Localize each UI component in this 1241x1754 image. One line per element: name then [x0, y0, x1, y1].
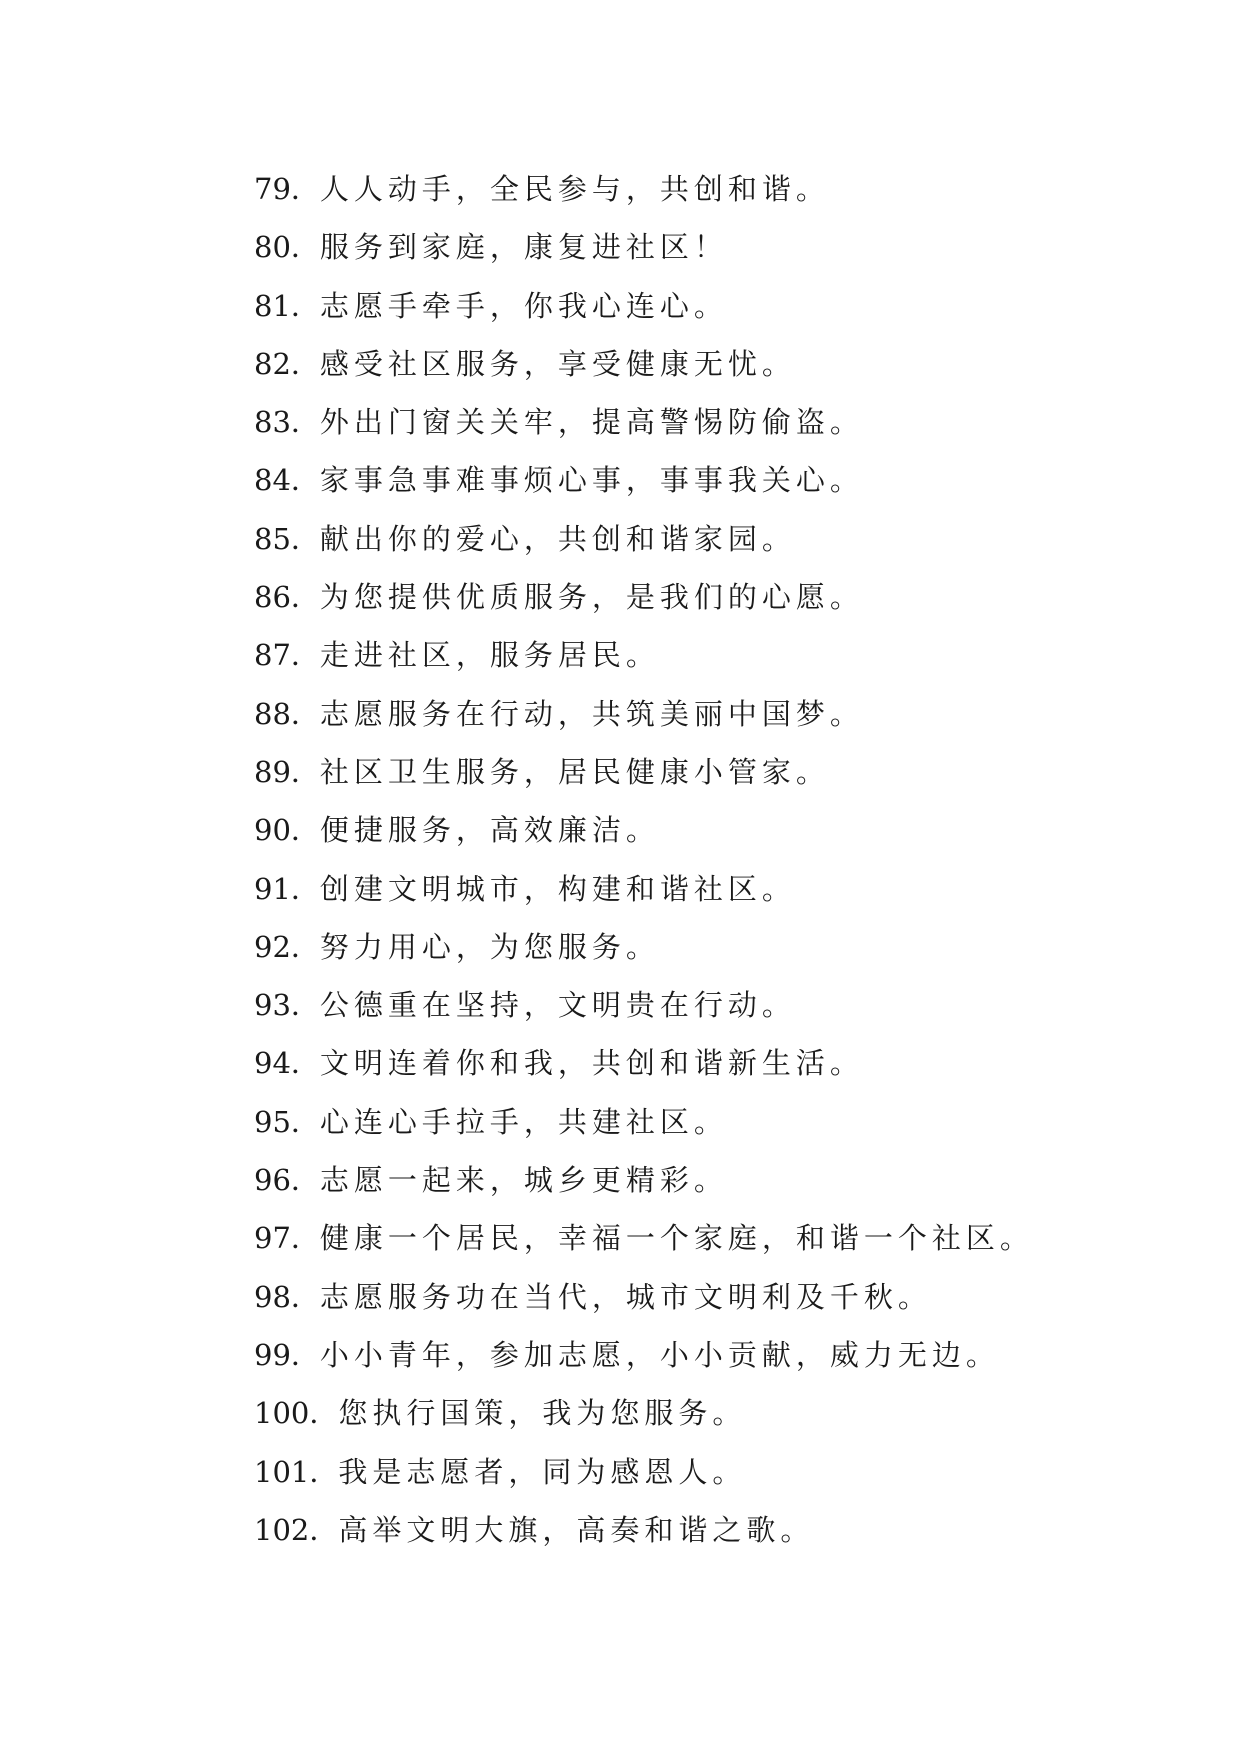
- item-text: 外出门窗关关牢，提高警惕防偷盗。: [319, 405, 864, 440]
- item-number: 87．: [254, 638, 320, 673]
- list-item: [254, 277, 1034, 335]
- list-item: [254, 451, 1034, 509]
- item-number: 100．: [254, 1396, 339, 1431]
- item-text: 志愿一起来，城乡更精彩。: [319, 1163, 728, 1198]
- item-text: 社区卫生服务，居民健康小管家。: [319, 754, 830, 789]
- item-text: 努力用心，为您服务。: [319, 929, 660, 964]
- item-number: 96．: [254, 1163, 320, 1198]
- item-text: 创建文明城市，构建和谐社区。: [319, 871, 796, 906]
- item-text: 走进社区，服务居民。: [319, 638, 660, 673]
- list-item: [254, 1034, 1034, 1092]
- item-text: 服务到家庭，康复进社区！: [319, 230, 728, 265]
- item-text: 您执行国策，我为您服务。: [338, 1396, 747, 1431]
- item-number: 91．: [254, 871, 320, 906]
- list-item: [254, 976, 1034, 1034]
- item-number: 82．: [254, 346, 320, 381]
- list-item: [254, 335, 1034, 393]
- list-item: [254, 393, 1034, 451]
- item-text: 志愿手牵手，你我心连心。: [319, 288, 728, 323]
- item-number: 83．: [254, 405, 320, 440]
- item-number: 80．: [254, 230, 320, 265]
- list-item: [254, 801, 1034, 859]
- item-number: 88．: [254, 696, 320, 731]
- item-number: 94．: [254, 1046, 320, 1081]
- item-text: 家事急事难事烦心事，事事我关心。: [319, 463, 864, 498]
- list-item: [254, 218, 1034, 276]
- item-number: 92．: [254, 929, 320, 964]
- list-item: [254, 1093, 1034, 1151]
- item-text: 心连心手拉手，共建社区。: [319, 1104, 728, 1139]
- item-number: 95．: [254, 1104, 320, 1139]
- item-text: 志愿服务在行动，共筑美丽中国梦。: [319, 696, 864, 731]
- item-text: 小小青年，参加志愿，小小贡献，威力无边。: [319, 1337, 1000, 1372]
- list-item: [254, 743, 1034, 801]
- item-text: 高举文明大旗，高奏和谐之歌。: [338, 1512, 815, 1547]
- list-item: [254, 160, 1034, 218]
- list-item: [254, 1326, 1034, 1384]
- item-number: 81．: [254, 288, 320, 323]
- item-number: 99．: [254, 1337, 320, 1372]
- list-item: [254, 568, 1034, 626]
- item-number: 102．: [254, 1512, 339, 1547]
- item-number: 101．: [254, 1454, 339, 1489]
- item-text: 文明连着你和我，共创和谐新生活。: [319, 1046, 864, 1081]
- list-item: [254, 1268, 1034, 1326]
- item-text: 为您提供优质服务，是我们的心愿。: [319, 580, 864, 615]
- item-number: 98．: [254, 1279, 320, 1314]
- list-item: [254, 1151, 1034, 1209]
- list-item: [254, 626, 1034, 684]
- item-text: 公德重在坚持，文明贵在行动。: [319, 988, 796, 1023]
- item-text: 便捷服务，高效廉洁。: [319, 813, 660, 848]
- item-number: 85．: [254, 521, 320, 556]
- item-text: 献出你的爱心，共创和谐家园。: [319, 521, 796, 556]
- item-number: 93．: [254, 988, 320, 1023]
- item-number: 89．: [254, 754, 320, 789]
- list-item: [254, 510, 1034, 568]
- item-number: 97．: [254, 1221, 320, 1256]
- item-number: 90．: [254, 813, 320, 848]
- item-text: 人人动手，全民参与，共创和谐。: [319, 172, 830, 206]
- list-item: [254, 1501, 1034, 1559]
- item-number: 86．: [254, 580, 320, 615]
- list-item: [254, 860, 1034, 918]
- list-item: [254, 685, 1034, 743]
- list-item: [254, 1209, 1034, 1267]
- slogan-list: [254, 160, 1034, 1559]
- item-text: 我是志愿者，同为感恩人。: [338, 1454, 747, 1489]
- item-text: 健康一个居民，幸福一个家庭，和谐一个社区。: [319, 1221, 1034, 1256]
- item-number: 84．: [254, 463, 320, 498]
- item-text: 志愿服务功在当代，城市文明利及千秋。: [319, 1279, 932, 1314]
- list-item: [254, 1384, 1034, 1442]
- item-text: 感受社区服务，享受健康无忧。: [319, 346, 796, 381]
- list-item: [254, 918, 1034, 976]
- item-number: 79．: [254, 172, 320, 206]
- list-item: [254, 1443, 1034, 1501]
